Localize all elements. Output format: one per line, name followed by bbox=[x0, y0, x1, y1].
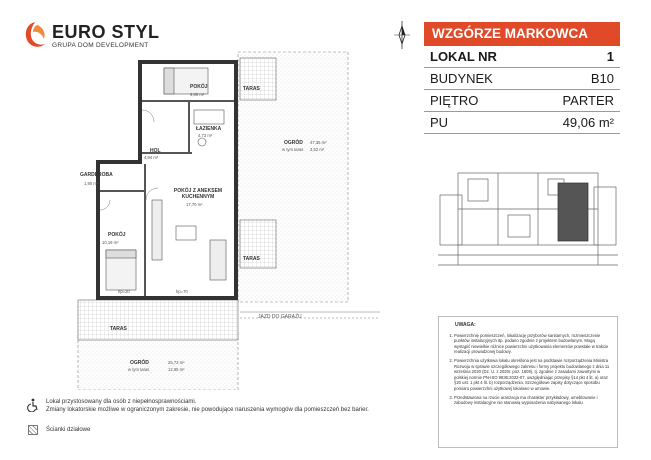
info-value: PARTER bbox=[562, 93, 614, 108]
room-label-pokoj-2: POKÓJ bbox=[108, 232, 126, 238]
room-label-lazienka: ŁAZIENKA bbox=[196, 126, 222, 132]
room-area-pokoj-aneks: 17,70 m² bbox=[186, 202, 203, 207]
note-item: 2. Powierzchnia użytkowa lokalu określona jest na podstawie rozporządzenia Ministra Rozwoju w sprawie szczegółowego zakresu i formy projektu budowlanego z dnia 11 września 2020 (Dz. U. z 2020r. poz. 1609), tj. zgodnie z zasadami zawartymi w polskiej normie PN-ISO 9836:2022-07, uwzględniając przepisy §14 pkt 4 lit. a) oraz §20 ust. 1 pkt 4 lit. b) rozporządzenia. Szczegółowe zapisy dotyczące sposobu pomiaru powierzchni użytkowej lokalowo w umowie. bbox=[454, 358, 611, 392]
brand-tagline: GRUPA DOM DEVELOPMENT bbox=[52, 42, 149, 49]
legend-accessibility-text: Lokal przystosowany dla osób z niepełnosprawnościami. bbox=[46, 399, 197, 405]
garden-bottom-sub: w tym taras bbox=[128, 367, 150, 372]
room-label-pokoj-aneks: POKÓJ Z ANEKSEM KUCHENNYM bbox=[173, 188, 223, 200]
room-area-pokoj-2: 10,19 m² bbox=[102, 240, 119, 245]
hp-label-2: hp=70 bbox=[176, 289, 188, 294]
garage-driveway-label: JAZD DO GARAŻU bbox=[258, 314, 302, 320]
room-area-garderoba: 1,90 m² bbox=[84, 181, 99, 186]
room-label-hol: HOL bbox=[150, 148, 161, 154]
info-value: 1 bbox=[606, 49, 614, 64]
garden-bottom-label: OGRÓD bbox=[130, 360, 149, 366]
notes-list bbox=[445, 333, 611, 406]
brand-logo bbox=[22, 20, 162, 54]
wheelchair-icon bbox=[26, 398, 40, 412]
garden-right-area-sub: 3,52 m² bbox=[310, 147, 325, 152]
notes-box bbox=[438, 316, 618, 448]
garden-bottom-area: 25,73 m² bbox=[168, 360, 185, 365]
notes-heading: UWAGA: bbox=[455, 322, 476, 328]
info-label: LOKAL NR bbox=[430, 49, 497, 64]
note-item: 1. Powierzchnię pomieszczeń, lokalizację przyborów sanitarnych, rozmieszczenie punktów instalacyjnych itp. podano zgodnie z projektem budowlanym. Mogą wystąpić niewielkie różnice powierzchni użytkowania elementów powstałe w trakcie realizacji prowadzonej budowy. bbox=[454, 333, 611, 355]
info-label: PIĘTRO bbox=[430, 93, 479, 108]
apartment-floor-plan bbox=[60, 50, 380, 390]
room-area-lazienka: 4,73 m² bbox=[198, 133, 213, 138]
north-arrow-icon bbox=[392, 20, 412, 50]
terrace-label-2: TARAS bbox=[243, 256, 260, 262]
partition-walls-swatch bbox=[28, 425, 38, 435]
legend-changes-text: Zmiany lokatorskie możliwe w ograniczonym zakresie, nie powodujące naruszenia wymogów dla pomieszczeń bez barier. bbox=[46, 407, 369, 413]
brand-name: EURO STYL bbox=[52, 22, 160, 42]
highlighted-unit bbox=[558, 183, 588, 241]
hp-label-1: hp=20 bbox=[118, 289, 130, 294]
room-area-hol: 4,94 m² bbox=[144, 155, 159, 160]
info-label: BUDYNEK bbox=[430, 71, 493, 86]
terrace-label-1: TARAS bbox=[243, 86, 260, 92]
euro-styl-mark-icon bbox=[22, 20, 48, 50]
garden-right-label: OGRÓD bbox=[284, 140, 303, 146]
info-row-lokal bbox=[424, 46, 620, 68]
garden-right-sub: w tym taras bbox=[282, 147, 304, 152]
room-label-pokoj-1: POKÓJ bbox=[190, 84, 208, 90]
info-row-pietro bbox=[424, 90, 620, 112]
garden-bottom-area-sub: 12,65 m² bbox=[168, 367, 185, 372]
building-key-plan bbox=[438, 165, 618, 277]
room-area-pokoj-1: 9,89 m² bbox=[190, 92, 205, 97]
terrace-label-3: TARAS bbox=[110, 326, 127, 332]
info-label: PU bbox=[430, 115, 449, 130]
info-value: B10 bbox=[590, 71, 614, 86]
info-row-budynek bbox=[424, 68, 620, 90]
garden-right-area: 47,35 m² bbox=[310, 140, 327, 145]
room-label-garderoba: GARDEROBA bbox=[80, 172, 113, 178]
info-row-pu bbox=[424, 112, 620, 134]
note-item: 3. Przedstawiona na rzucie aranżacja ma charakter przykładowy, umeblowanie i zabudowy instalacyjne nie stanowią wyposażenia nabywanego lokalu bbox=[454, 395, 611, 406]
info-value: 49,06 m² bbox=[562, 115, 614, 130]
legend-walls-text: Ścianki działowe bbox=[46, 427, 91, 433]
investment-title: WZGÓRZE MARKOWCA bbox=[424, 22, 620, 46]
